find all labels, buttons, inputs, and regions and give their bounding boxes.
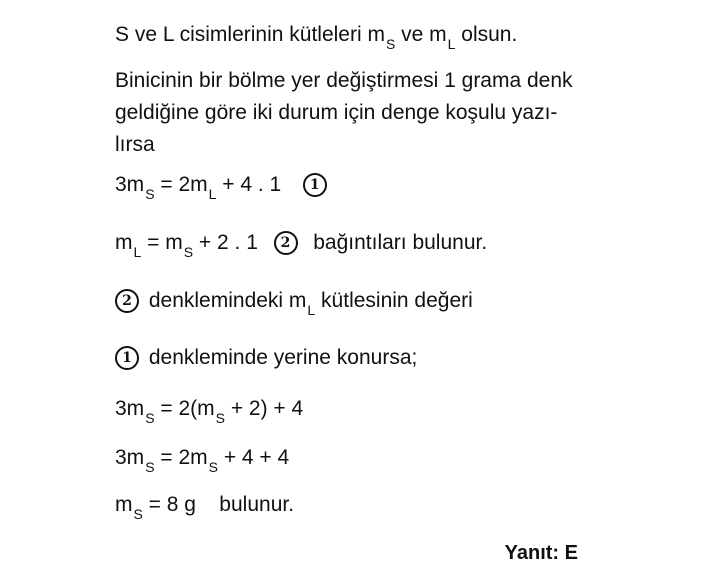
subscript: L xyxy=(447,36,456,52)
equation-7 xyxy=(115,492,295,522)
answer-label: Yanıt: E xyxy=(504,542,578,564)
eq-text: m xyxy=(115,231,133,254)
eq-text: 3m xyxy=(115,173,145,196)
eq-text: m xyxy=(115,493,133,516)
equation-2 xyxy=(115,230,488,260)
eq-text: = 2m xyxy=(154,446,208,469)
subscript: L xyxy=(208,186,217,202)
circled-number-1: 1 xyxy=(115,346,139,370)
eq-text: + 4 . 1 xyxy=(216,173,282,196)
equation-4 xyxy=(115,345,417,371)
intro-text: ve m xyxy=(395,23,447,46)
circled-number-2: 2 xyxy=(274,231,298,255)
subscript: S xyxy=(385,36,396,52)
eq-text: 3m xyxy=(115,397,145,420)
subscript: S xyxy=(208,459,218,475)
subscript: S xyxy=(145,186,155,202)
subscript: S xyxy=(145,459,155,475)
eq-text: + 2 . 1 xyxy=(193,231,258,254)
subscript: S xyxy=(145,410,155,426)
eq-text: 3m xyxy=(115,446,145,469)
circled-number-1: 1 xyxy=(303,173,327,197)
subscript: L xyxy=(133,244,142,260)
equation-6 xyxy=(115,445,290,475)
eq-text: + 4 + 4 xyxy=(217,446,290,469)
eq-text: bağıntıları bulunur. xyxy=(313,231,488,254)
paragraph-line-1: Binicinin bir bölme yer değiştirmesi 1 grama denk xyxy=(115,69,573,92)
eq-text: denklemindeki m xyxy=(148,289,307,312)
intro-line xyxy=(115,22,518,52)
equation-5 xyxy=(115,396,304,426)
intro-text: S ve L cisimlerinin kütleleri m xyxy=(115,23,385,46)
subscript: S xyxy=(133,506,143,522)
equation-3 xyxy=(115,288,473,318)
eq-text: = 2m xyxy=(154,173,208,196)
subscript: L xyxy=(307,302,316,318)
eq-text: = 8 g bulunur. xyxy=(142,493,295,516)
subscript: S xyxy=(183,244,194,260)
subscript: S xyxy=(215,410,225,426)
eq-text: + 2) + 4 xyxy=(224,397,304,420)
eq-text: = 2(m xyxy=(154,397,215,420)
equation-1 xyxy=(115,172,331,202)
eq-text: = m xyxy=(141,231,183,254)
eq-text: kütlesinin değeri xyxy=(315,289,473,312)
paragraph-line-3: lırsa xyxy=(115,133,155,156)
intro-text: olsun. xyxy=(455,23,518,46)
eq-text: denkleminde yerine konursa; xyxy=(148,346,418,369)
paragraph-line-2: geldiğine göre iki durum için denge koşulu yazı- xyxy=(115,101,558,124)
circled-number-2: 2 xyxy=(115,289,139,313)
